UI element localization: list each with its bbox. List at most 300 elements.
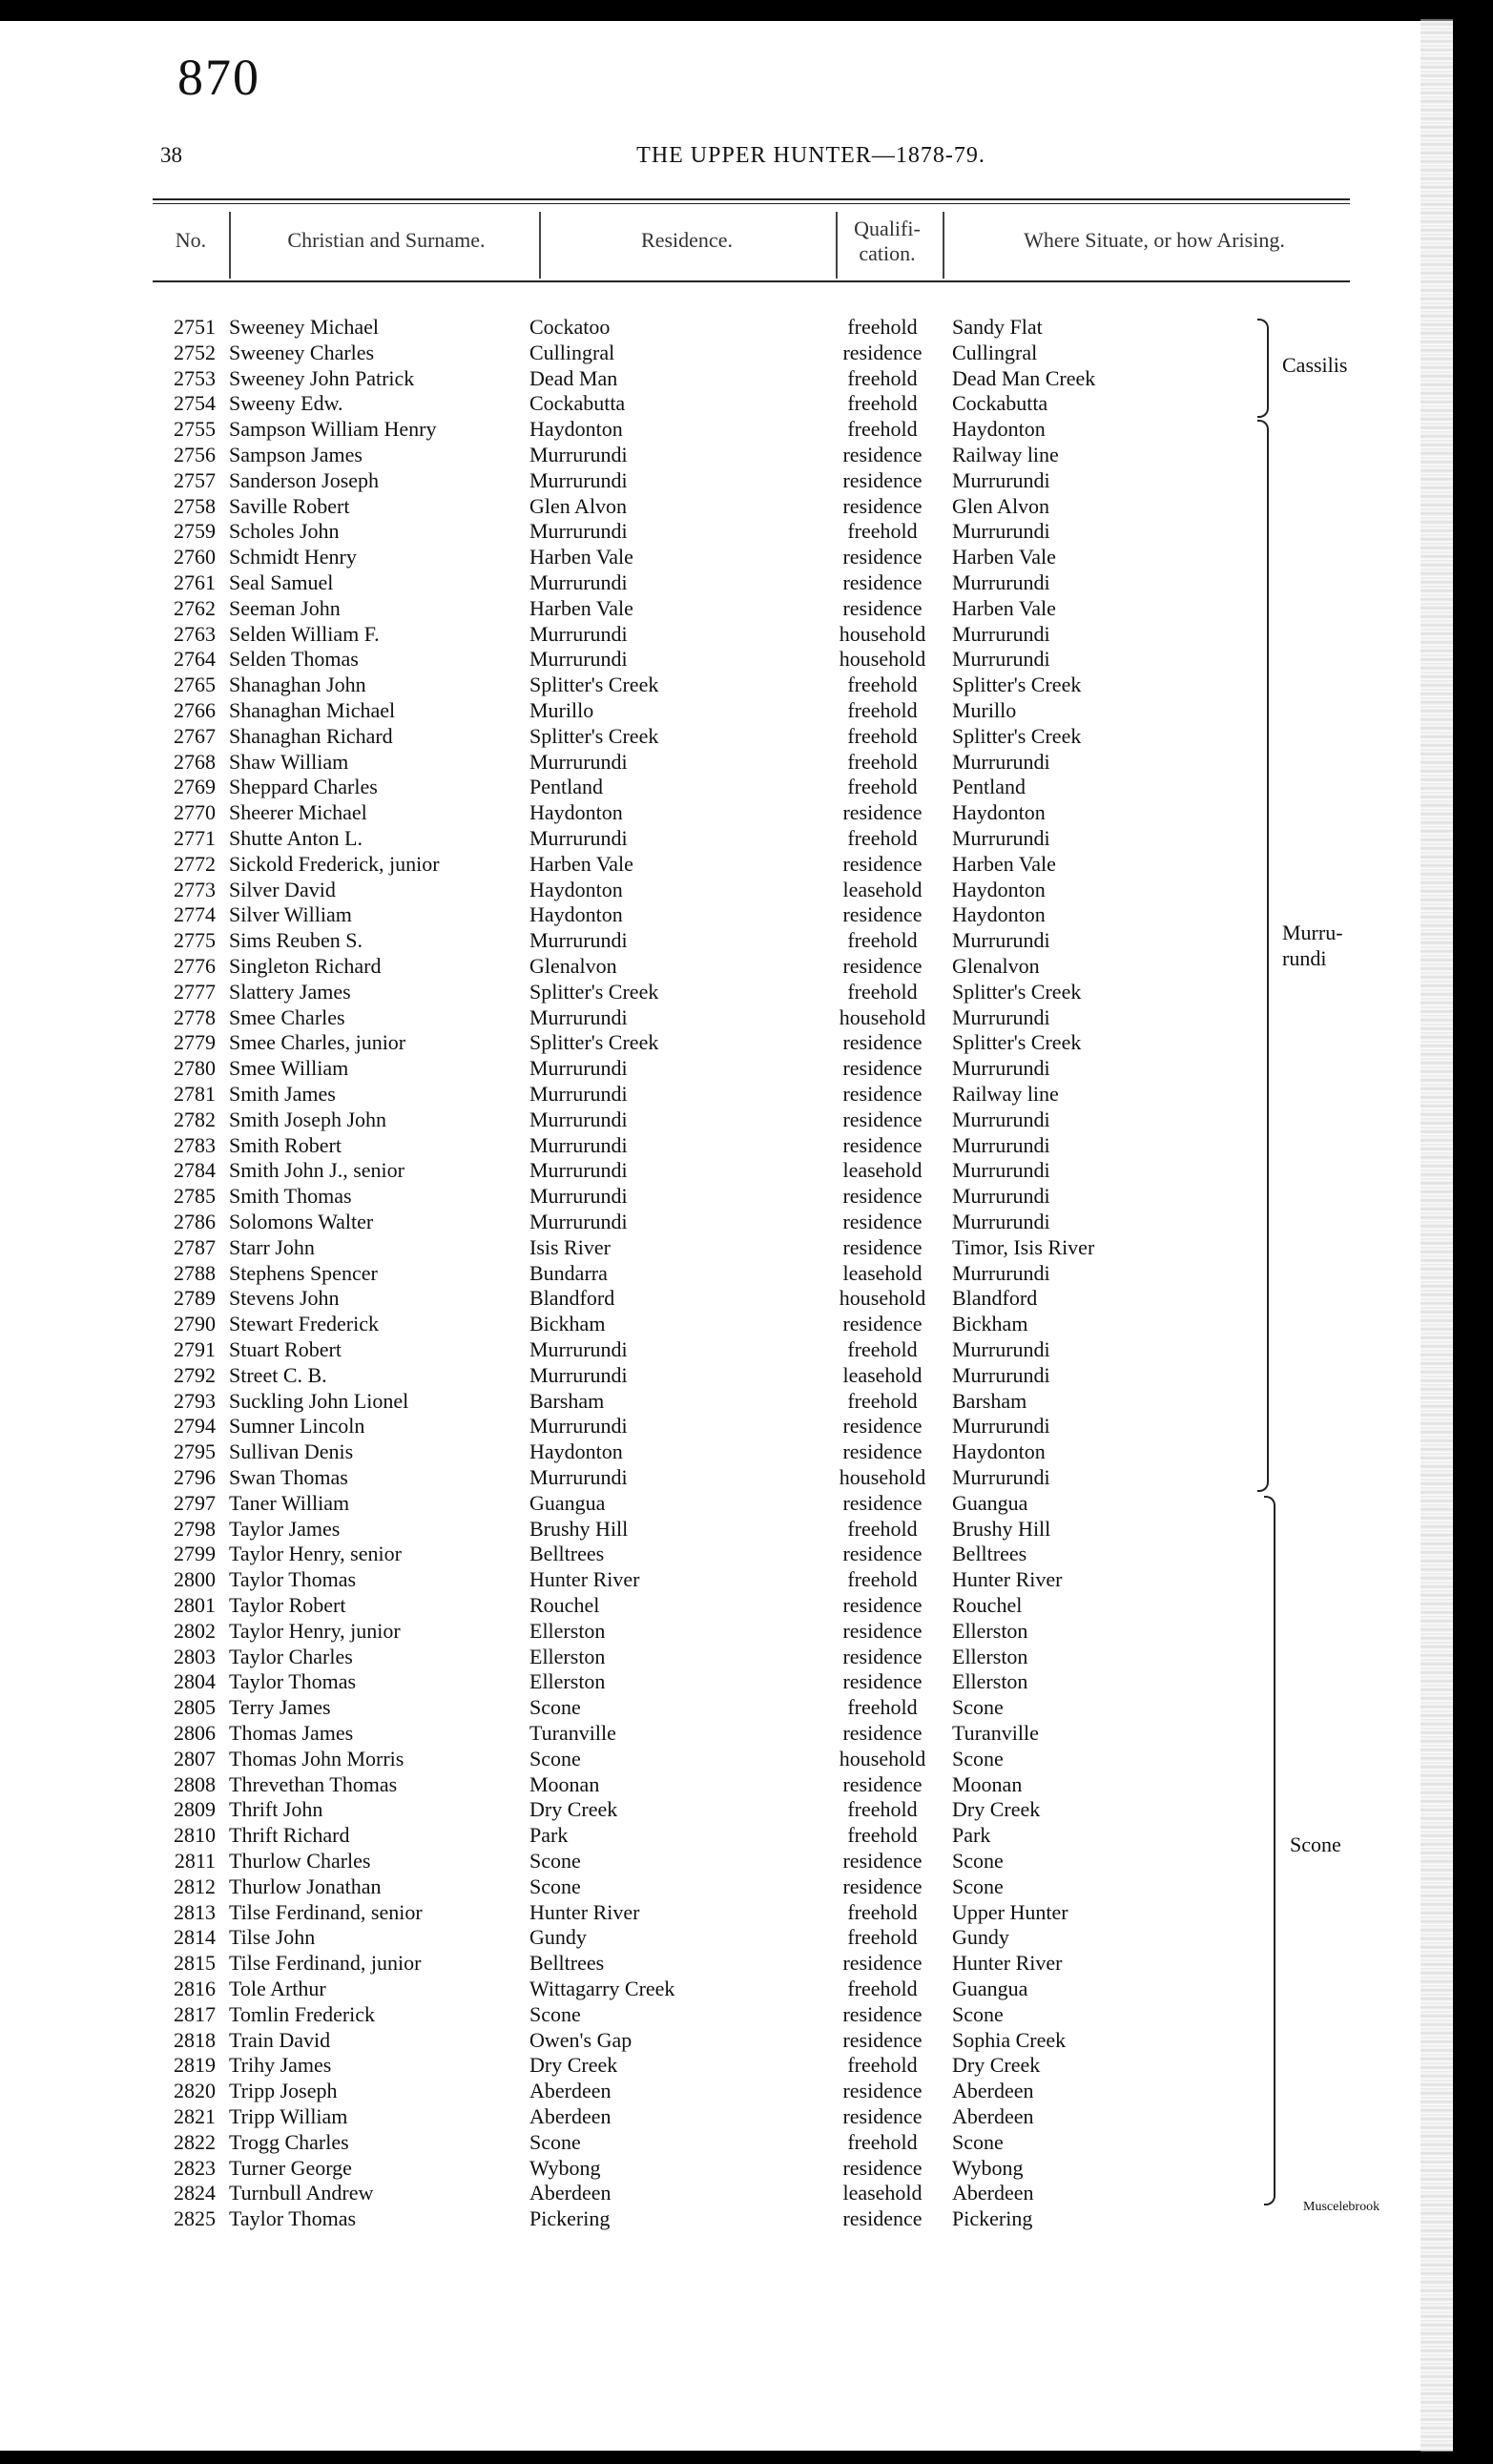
row-residence: Wittagarry Creek [529, 1977, 675, 2000]
row-number: 2804 [174, 1669, 216, 1694]
row-name: Tomlin Frederick [229, 2001, 376, 2026]
row-residence: Ellerston [529, 1669, 606, 1694]
row-number: 2793 [174, 1388, 216, 1413]
row-number: 2771 [174, 826, 216, 850]
row-residence: Murrurundi [529, 443, 628, 466]
row-qualification: residence [842, 1210, 923, 1233]
row-qualification: freehold [847, 2129, 918, 2154]
row-where-situate: Murrurundi [952, 1362, 1050, 1387]
row-name: Stevens John [229, 1286, 340, 1311]
table-row [0, 1158, 1493, 1184]
row-number: 2785 [174, 1184, 216, 1209]
row-qualification: freehold [847, 1797, 918, 1822]
row-residence: Scone [529, 1874, 581, 1898]
col-header-qualification-2: cation. [859, 241, 916, 265]
row-name: Sims Reuben S. [229, 928, 363, 953]
row-number: 2780 [174, 1056, 216, 1081]
row-qualification: residence [842, 2155, 923, 2180]
row-number: 2789 [174, 1286, 216, 1311]
row-where-situate: Murrurundi [952, 647, 1050, 672]
row-name: Turner George [229, 2155, 352, 2180]
row-number: 2762 [174, 595, 216, 620]
row-number: 2816 [174, 1977, 216, 2000]
row-number: 2752 [174, 340, 216, 364]
row-name: Silver William [229, 902, 352, 927]
row-number: 2751 [174, 315, 216, 339]
row-qualification: residence [842, 1618, 923, 1643]
row-where-situate: Dead Man Creek [952, 365, 1096, 390]
row-qualification: residence [842, 2206, 923, 2231]
row-qualification: leasehold [842, 1158, 923, 1183]
table-row [0, 954, 1493, 980]
row-qualification: residence [842, 1490, 923, 1515]
row-number: 2756 [174, 443, 216, 466]
table-row [0, 391, 1493, 417]
row-number: 2760 [174, 545, 216, 569]
row-name: Shaw William [229, 749, 349, 774]
row-qualification: freehold [847, 826, 918, 850]
table-row [0, 417, 1493, 443]
row-name: Turnbull Andrew [229, 2181, 374, 2205]
district-muswellbrook: Muscelebrook [1303, 2200, 1380, 2214]
table-row [0, 1363, 1493, 1389]
row-residence: Scone [529, 1746, 581, 1770]
row-name: Sweeney Charles [229, 340, 375, 364]
row-name: Trihy James [229, 2053, 332, 2078]
row-where-situate: Hunter River [952, 1567, 1063, 1592]
row-residence: Belltrees [529, 1951, 605, 1976]
row-name: Sweeney John Patrick [229, 365, 415, 390]
row-number: 2819 [174, 2053, 216, 2078]
table-row [0, 494, 1493, 520]
row-number: 2755 [174, 417, 216, 442]
row-residence: Murrurundi [529, 1004, 628, 1029]
row-where-situate: Murrurundi [952, 519, 1050, 544]
table-row [0, 1235, 1493, 1261]
row-residence: Cockatoo [529, 315, 611, 339]
row-where-situate: Splitter's Creek [952, 979, 1082, 1004]
row-residence: Rouchel [529, 1593, 600, 1617]
row-where-situate: Brushy Hill [952, 1516, 1051, 1541]
table-row [0, 519, 1493, 545]
row-residence: Wybong [529, 2155, 601, 2180]
row-name: Sweeney Michael [229, 315, 379, 339]
row-name: Smee William [229, 1056, 349, 1081]
row-residence: Murrurundi [529, 1056, 628, 1081]
table-row [0, 647, 1493, 673]
row-qualification: residence [842, 1439, 923, 1464]
row-where-situate: Wybong [952, 2155, 1024, 2180]
row-residence: Haydonton [529, 1439, 623, 1464]
row-residence: Aberdeen [529, 2079, 612, 2103]
row-residence: Isis River [529, 1234, 611, 1259]
row-qualification: freehold [847, 315, 918, 339]
row-number: 2801 [174, 1593, 216, 1617]
row-name: Threvethan Thomas [229, 1771, 398, 1796]
row-name: Scholes John [229, 519, 340, 544]
header-bottom-rule [153, 280, 1350, 282]
row-qualification: residence [842, 800, 923, 825]
row-where-situate: Scone [952, 1746, 1004, 1770]
row-name: Sheerer Michael [229, 800, 367, 825]
row-name: Smith John J., senior [229, 1158, 404, 1183]
row-number: 2810 [174, 1823, 216, 1848]
row-where-situate: Moonan [952, 1771, 1023, 1796]
row-qualification: residence [842, 1030, 923, 1055]
row-number: 2764 [174, 647, 216, 672]
row-name: Taylor James [229, 1516, 341, 1541]
row-where-situate: Aberdeen [952, 2079, 1034, 2103]
row-qualification: residence [842, 1082, 923, 1106]
table-row [0, 545, 1493, 570]
running-head: THE UPPER HUNTER—1878-79. [636, 143, 985, 168]
row-number: 2809 [174, 1797, 216, 1822]
row-name: Slattery James [229, 979, 351, 1004]
row-residence: Haydonton [529, 877, 623, 901]
row-residence: Scone [529, 2129, 581, 2154]
row-where-situate: Murrurundi [952, 1260, 1050, 1285]
row-number: 2778 [174, 1004, 216, 1029]
row-qualification: household [839, 1004, 926, 1029]
row-name: Seal Samuel [229, 570, 334, 594]
row-qualification: residence [842, 1721, 923, 1745]
row-number: 2803 [174, 1644, 216, 1668]
row-qualification: freehold [847, 1899, 918, 1924]
row-where-situate: Murrurundi [952, 1107, 1050, 1131]
row-residence: Belltrees [529, 1542, 605, 1566]
row-name: Taylor Henry, senior [229, 1542, 402, 1566]
row-where-situate: Sophia Creek [952, 2027, 1067, 2052]
row-number: 2806 [174, 1721, 216, 1745]
row-number: 2784 [174, 1158, 216, 1183]
row-name: Sanderson Joseph [229, 467, 380, 492]
row-where-situate: Haydonton [952, 877, 1046, 901]
table-row [0, 1005, 1493, 1031]
row-residence: Scone [529, 1849, 581, 1873]
row-where-situate: Harben Vale [952, 545, 1056, 569]
row-where-situate: Harben Vale [952, 851, 1056, 876]
row-number: 2800 [174, 1567, 216, 1592]
row-number: 2758 [174, 493, 216, 518]
row-where-situate: Pickering [952, 2206, 1033, 2231]
district-murrurundi-2: rundi [1282, 946, 1327, 970]
row-name: Tilse John [229, 1925, 316, 1950]
bracket-murrurundi [1257, 420, 1269, 1492]
row-number: 2753 [174, 365, 216, 390]
row-residence: Aberdeen [529, 2181, 612, 2205]
row-residence: Guangua [529, 1490, 606, 1515]
row-residence: Harben Vale [529, 595, 633, 620]
row-where-situate: Splitter's Creek [952, 1030, 1082, 1055]
row-name: Taylor Thomas [229, 1567, 357, 1592]
row-number: 2815 [174, 1951, 216, 1976]
row-qualification: residence [842, 1542, 923, 1566]
row-where-situate: Murrurundi [952, 1158, 1050, 1183]
row-qualification: freehold [847, 928, 918, 953]
row-name: Seeman John [229, 595, 341, 620]
row-number: 2820 [174, 2079, 216, 2103]
col-divider-4 [943, 212, 944, 279]
col-header-where: Where Situate, or how Arising. [1024, 228, 1285, 252]
row-name: Swan Thomas [229, 1465, 348, 1489]
row-qualification: residence [842, 443, 923, 466]
col-divider-3 [836, 212, 838, 279]
table-row [0, 800, 1493, 826]
row-where-situate: Murrurundi [952, 570, 1050, 594]
row-residence: Murrurundi [529, 1210, 628, 1233]
district-scone: Scone [1290, 1832, 1341, 1856]
row-where-situate: Railway line [952, 443, 1059, 466]
row-residence: Brushy Hill [529, 1516, 629, 1541]
row-qualification: residence [842, 1951, 923, 1976]
row-where-situate: Murrurundi [952, 928, 1050, 953]
row-qualification: leasehold [842, 2181, 923, 2205]
row-residence: Murrurundi [529, 826, 628, 850]
row-name: Starr John [229, 1234, 315, 1259]
row-where-situate: Dry Creek [952, 2053, 1041, 2078]
row-number: 2779 [174, 1030, 216, 1055]
row-residence: Gundy [529, 1925, 587, 1950]
row-residence: Glenalvon [529, 954, 617, 978]
row-where-situate: Sandy Flat [952, 315, 1043, 339]
row-residence: Barsham [529, 1388, 605, 1413]
table-row [0, 698, 1493, 724]
row-where-situate: Ellerston [952, 1618, 1028, 1643]
col-header-qualification-1: Qualifi- [854, 217, 921, 240]
row-name: Trogg Charles [229, 2129, 349, 2154]
row-residence: Murrurundi [529, 1362, 628, 1387]
table-row [0, 622, 1493, 648]
row-qualification: residence [842, 1644, 923, 1668]
row-name: Silver David [229, 877, 336, 901]
row-name: Thurlow Jonathan [229, 1874, 382, 1898]
row-qualification: residence [842, 1669, 923, 1694]
table-row [0, 724, 1493, 750]
row-residence: Splitter's Creek [529, 979, 659, 1004]
folio-number: 870 [177, 49, 260, 106]
row-name: Smee Charles, junior [229, 1030, 406, 1055]
row-where-situate: Aberdeen [952, 2104, 1034, 2128]
row-where-situate: Haydonton [952, 417, 1046, 442]
table-row [0, 1414, 1493, 1439]
row-where-situate: Murrurundi [952, 1184, 1050, 1209]
row-name: Smith Joseph John [229, 1107, 387, 1131]
table-row [0, 366, 1493, 392]
row-where-situate: Haydonton [952, 800, 1046, 825]
row-name: Taylor Robert [229, 1593, 346, 1617]
row-number: 2763 [174, 621, 216, 646]
row-where-situate: Glen Alvon [952, 493, 1050, 518]
row-residence: Murrurundi [529, 1184, 628, 1209]
row-name: Singleton Richard [229, 954, 382, 978]
row-qualification: freehold [847, 979, 918, 1004]
row-number: 2757 [174, 467, 216, 492]
row-qualification: residence [842, 2027, 923, 2052]
row-number: 2759 [174, 519, 216, 544]
bracket-scone [1264, 1496, 1275, 2205]
district-cassilis: Cassilis [1282, 353, 1348, 377]
row-qualification: freehold [847, 775, 918, 799]
row-qualification: residence [842, 1874, 923, 1898]
row-residence: Splitter's Creek [529, 1030, 659, 1055]
row-qualification: residence [842, 954, 923, 978]
row-name: Smith Robert [229, 1132, 342, 1157]
row-number: 2807 [174, 1746, 216, 1770]
row-name: Thomas James [229, 1721, 354, 1745]
row-where-situate: Murrurundi [952, 1004, 1050, 1029]
row-qualification: residence [842, 1107, 923, 1131]
row-residence: Blandford [529, 1286, 615, 1311]
row-name: Taner William [229, 1490, 350, 1515]
row-number: 2792 [174, 1362, 216, 1387]
row-where-situate: Aberdeen [952, 2181, 1034, 2205]
row-number: 2761 [174, 570, 216, 594]
table-row [0, 1082, 1493, 1108]
row-where-situate: Timor, Isis River [952, 1234, 1095, 1259]
row-residence: Owen's Gap [529, 2027, 632, 2052]
row-where-situate: Guangua [952, 1977, 1028, 2000]
row-where-situate: Scone [952, 2001, 1004, 2026]
row-name: Tilse Ferdinand, senior [229, 1899, 423, 1924]
row-residence: Scone [529, 2001, 581, 2026]
row-number: 2822 [174, 2129, 216, 2154]
col-header-residence: Residence. [641, 228, 733, 252]
row-name: Solomons Walter [229, 1210, 374, 1233]
table-row [0, 1133, 1493, 1159]
row-residence: Haydonton [529, 902, 623, 927]
row-name: Suckling John Lionel [229, 1388, 409, 1413]
row-number: 2805 [174, 1695, 216, 1720]
bracket-cassilis [1257, 319, 1269, 418]
row-where-situate: Turanville [952, 1721, 1039, 1745]
row-name: Smee Charles [229, 1004, 345, 1029]
row-residence: Scone [529, 1695, 581, 1720]
row-where-situate: Murrurundi [952, 621, 1050, 646]
row-qualification: freehold [847, 723, 918, 748]
row-residence: Moonan [529, 1771, 600, 1796]
row-name: Sumner Lincoln [229, 1414, 365, 1439]
row-residence: Turanville [529, 1721, 616, 1745]
row-qualification: freehold [847, 1823, 918, 1848]
row-name: Shanaghan John [229, 673, 366, 697]
table-row [0, 1337, 1493, 1363]
row-where-situate: Splitter's Creek [952, 723, 1082, 748]
table-row [0, 1184, 1493, 1210]
row-name: Saville Robert [229, 493, 350, 518]
row-where-situate: Guangua [952, 1490, 1028, 1515]
row-number: 2782 [174, 1107, 216, 1131]
row-where-situate: Ellerston [952, 1669, 1028, 1694]
table-row [0, 1030, 1493, 1056]
row-qualification: freehold [847, 519, 918, 544]
row-qualification: freehold [847, 1337, 918, 1361]
row-residence: Splitter's Creek [529, 723, 659, 748]
row-number: 2773 [174, 877, 216, 901]
row-number: 2794 [174, 1414, 216, 1439]
row-number: 2817 [174, 2001, 216, 2026]
row-qualification: freehold [847, 1977, 918, 2000]
row-where-situate: Splitter's Creek [952, 673, 1082, 697]
row-qualification: leasehold [842, 1362, 923, 1387]
row-where-situate: Murillo [952, 698, 1017, 722]
row-number: 2774 [174, 902, 216, 927]
row-where-situate: Park [952, 1823, 991, 1848]
row-qualification: residence [842, 1234, 923, 1259]
table-row [0, 341, 1493, 366]
row-residence: Murrurundi [529, 1082, 628, 1106]
row-name: Stuart Robert [229, 1337, 342, 1361]
row-qualification: household [839, 1465, 926, 1489]
row-where-situate: Belltrees [952, 1542, 1027, 1566]
row-number: 2799 [174, 1542, 216, 1566]
row-residence: Hunter River [529, 1567, 640, 1592]
col-divider-1 [229, 212, 231, 279]
row-number: 2783 [174, 1132, 216, 1157]
row-number: 2772 [174, 851, 216, 876]
row-number: 2823 [174, 2155, 216, 2180]
row-qualification: residence [842, 2079, 923, 2103]
row-name: Sheppard Charles [229, 775, 378, 799]
row-residence: Dead Man [529, 365, 618, 390]
row-qualification: residence [842, 1771, 923, 1796]
row-name: Shutte Anton L. [229, 826, 363, 850]
row-where-situate: Blandford [952, 1286, 1038, 1311]
row-number: 2776 [174, 954, 216, 978]
table-row [0, 1389, 1493, 1415]
district-murrurundi-1: Murru- [1282, 921, 1343, 944]
row-qualification: freehold [847, 1388, 918, 1413]
row-qualification: residence [842, 851, 923, 876]
row-residence: Murrurundi [529, 519, 628, 544]
row-number: 2781 [174, 1082, 216, 1106]
row-qualification: residence [842, 570, 923, 594]
table-row [0, 775, 1493, 800]
row-residence: Haydonton [529, 417, 623, 442]
row-number: 2814 [174, 1925, 216, 1950]
row-qualification: residence [842, 1184, 923, 1209]
row-number: 2754 [174, 391, 216, 416]
row-where-situate: Rouchel [952, 1593, 1023, 1617]
row-name: Terry James [229, 1695, 331, 1720]
row-residence: Murrurundi [529, 1337, 628, 1361]
row-where-situate: Murrurundi [952, 1337, 1050, 1361]
row-where-situate: Murrurundi [952, 1414, 1050, 1439]
row-number: 2808 [174, 1771, 216, 1796]
row-residence: Dry Creek [529, 2053, 618, 2078]
table-row [0, 852, 1493, 878]
table-row [0, 1108, 1493, 1133]
row-where-situate: Bickham [952, 1312, 1028, 1336]
row-qualification: freehold [847, 417, 918, 442]
row-qualification: freehold [847, 391, 918, 416]
row-qualification: residence [842, 1056, 923, 1081]
row-where-situate: Murrurundi [952, 826, 1050, 850]
row-residence: Murillo [529, 698, 594, 722]
table-row [0, 750, 1493, 776]
row-residence: Pickering [529, 2206, 611, 2231]
row-qualification: residence [842, 467, 923, 492]
row-name: Tilse Ferdinand, junior [229, 1951, 422, 1976]
row-where-situate: Murrurundi [952, 1210, 1050, 1233]
row-residence: Cullingral [529, 340, 615, 364]
table-row [0, 468, 1493, 494]
row-qualification: freehold [847, 1925, 918, 1950]
row-name: Smith Thomas [229, 1184, 352, 1209]
scan-edge-bottom [0, 2451, 1493, 2464]
row-residence: Ellerston [529, 1618, 606, 1643]
row-qualification: household [839, 647, 926, 672]
row-qualification: residence [842, 595, 923, 620]
